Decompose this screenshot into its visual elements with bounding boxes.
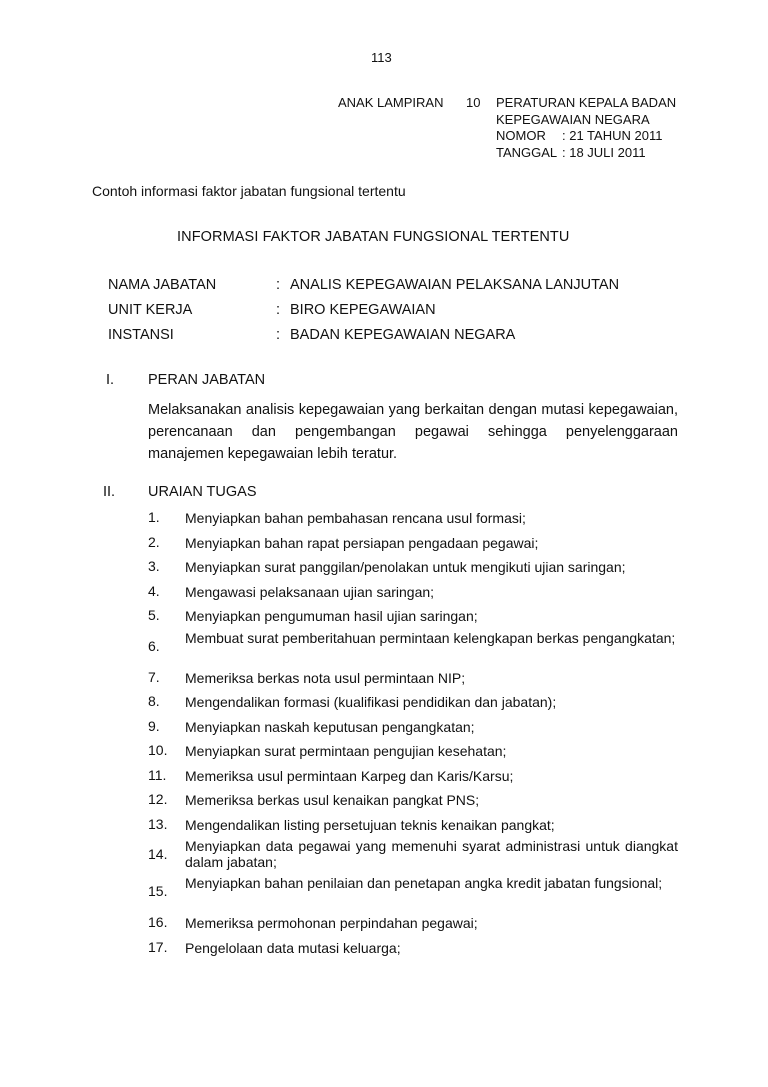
task-item: [148, 939, 678, 964]
intro-text: Contoh informasi faktor jabatan fungsional tertentu: [92, 183, 406, 199]
task-number: 10.: [148, 742, 168, 758]
task-list: [148, 509, 678, 963]
task-number: 13.: [148, 815, 168, 832]
task-text: Menyiapkan bahan rapat persiapan pengadaan pegawai;: [185, 534, 539, 551]
task-text: Menyiapkan pengumuman hasil ujian saringan;: [185, 608, 478, 624]
tanggal-label: TANGGAL: [496, 144, 558, 160]
identity-value: BADAN KEPEGAWAIAN NEGARA: [290, 327, 516, 343]
nomor-label: NOMOR: [496, 128, 546, 143]
section-2-number: II.: [103, 484, 116, 500]
task-text: Menyiapkan data pegawai yang memenuhi syarat administrasi untuk diangkat dalam jabatan;: [185, 838, 678, 870]
section-2-title: URAIAN TUGAS: [148, 484, 257, 500]
identity-label: NAMA JABATAN: [108, 277, 217, 293]
nomor-value: : 21 TAHUN 2011: [562, 128, 663, 143]
task-item: [148, 877, 678, 914]
regulation-line-1: PERATURAN KEPALA BADAN: [496, 95, 677, 110]
task-text: Membuat surat pemberitahuan permintaan kelengkapan berkas pengangkatan;: [185, 629, 676, 646]
task-number: 4.: [148, 582, 160, 599]
task-text: Menyiapkan bahan pembahasan rencana usul formasi;: [185, 510, 526, 526]
task-item: [148, 509, 678, 534]
task-item: [148, 583, 678, 608]
task-number: 9.: [148, 717, 160, 734]
task-item: [148, 558, 678, 583]
identity-colon: :: [276, 277, 281, 293]
identity-label: UNIT KERJA: [108, 302, 193, 318]
task-item: [148, 534, 678, 559]
document-title: INFORMASI FAKTOR JABATAN FUNGSIONAL TERTENTU: [177, 229, 570, 245]
task-text: Mengendalikan formasi (kualifikasi pendidikan dan jabatan);: [185, 694, 557, 710]
regulation-nomor: [496, 128, 676, 145]
task-number: 16.: [148, 914, 168, 930]
task-item: [148, 914, 678, 939]
task-number: 14.: [148, 846, 168, 862]
task-number: 8.: [148, 693, 160, 709]
task-number: 3.: [148, 558, 160, 574]
task-number: 15.: [148, 883, 168, 899]
task-text: Menyiapkan bahan penilaian dan penetapan angka kredit jabatan fungsional;: [185, 875, 663, 891]
task-item: [148, 791, 678, 816]
task-number: 5.: [148, 607, 160, 623]
identity-colon: :: [276, 302, 281, 318]
identity-value: ANALIS KEPEGAWAIAN PELAKSANA LANJUTAN: [290, 277, 620, 293]
lampiran-number: 10: [466, 95, 481, 110]
anak-lampiran-label: ANAK LAMPIRAN: [338, 95, 444, 110]
task-number: 2.: [148, 533, 160, 550]
task-text: Memeriksa permohonan perpindahan pegawai;: [185, 915, 478, 931]
identity-label: INSTANSI: [108, 327, 174, 343]
task-text: Menyiapkan naskah keputusan pengangkatan;: [185, 718, 475, 735]
task-item: [148, 840, 678, 877]
task-item: [148, 718, 678, 743]
task-item: [148, 669, 678, 694]
task-text: Menyiapkan surat permintaan pengujian kesehatan;: [185, 743, 507, 759]
task-text: Memeriksa berkas usul kenaikan pangkat PNS;: [185, 792, 480, 808]
identity-value: BIRO KEPEGAWAIAN: [290, 302, 436, 318]
task-text: Memeriksa usul permintaan Karpeg dan Karis/Karsu;: [185, 767, 514, 784]
section-1-paragraph: Melaksanakan analisis kepegawaian yang berkaitan dengan mutasi kepegawaian, perencanaan dan pengembangan pegawai sehingga penyelenggaraan manajemen kepegawaian lebih teratur.: [148, 402, 678, 462]
task-text: Pengelolaan data mutasi keluarga;: [185, 939, 401, 956]
regulation-reference: [496, 95, 676, 161]
task-number: 11.: [148, 766, 167, 783]
task-number: 6.: [148, 637, 160, 654]
regulation-tanggal: [496, 145, 676, 162]
task-item: [148, 816, 678, 841]
section-1-title: PERAN JABATAN: [148, 372, 266, 388]
task-number: 1.: [148, 509, 160, 525]
task-item: [148, 693, 678, 718]
task-item: [148, 742, 678, 767]
task-text: Memeriksa berkas nota usul permintaan NIP;: [185, 669, 466, 686]
identity-colon: :: [276, 327, 281, 343]
page-number: 113: [371, 50, 392, 65]
task-number: 12.: [148, 791, 168, 807]
task-number: 17.: [148, 938, 168, 955]
task-item: [148, 767, 678, 792]
task-text: Mengendalikan listing persetujuan teknis kenaikan pangkat;: [185, 816, 555, 833]
task-item: [148, 607, 678, 632]
regulation-line-2: KEPEGAWAIAN NEGARA: [496, 111, 650, 127]
section-1-number: I.: [106, 372, 115, 388]
task-text: Mengawasi pelaksanaan ujian saringan;: [185, 583, 435, 600]
task-number: 7.: [148, 668, 160, 685]
task-item: [148, 629, 678, 669]
task-text: Menyiapkan surat panggilan/penolakan untuk mengikuti ujian saringan;: [185, 559, 626, 575]
tanggal-value: : 18 JULI 2011: [562, 144, 646, 160]
